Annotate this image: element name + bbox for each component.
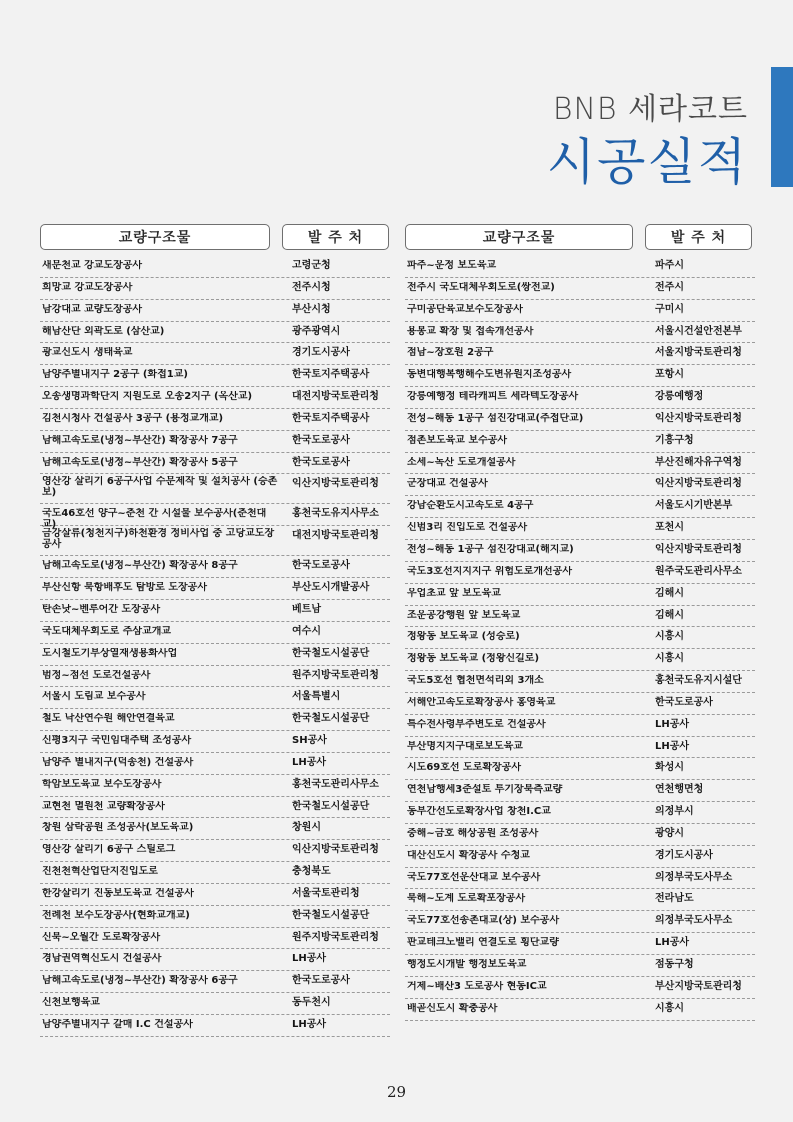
project-name: 해남산단 외곽도로 (삼산교): [42, 325, 165, 337]
client-name: 시흥시: [655, 653, 684, 665]
table-row: [40, 453, 390, 475]
table-row: [40, 928, 390, 950]
project-name: 서울시 도림교 보수공사: [42, 691, 146, 703]
client-name: 김해시: [655, 609, 684, 621]
table-row: [40, 622, 390, 644]
project-name: 특수전사령부주변도로 건설공사: [407, 718, 546, 730]
client-name: 익산지방국토관리청: [655, 412, 742, 424]
client-name: 베트남: [292, 603, 321, 615]
project-name: 창원 삼락공원 조성공사(보도육교): [42, 822, 194, 834]
client-name: 익산지방국토관리청: [655, 478, 742, 490]
client-name: 포천시: [655, 522, 684, 534]
client-name: 전주시청: [292, 281, 331, 293]
project-name: 탄손낫~벤루어간 도장공사: [42, 603, 161, 615]
table-row: [405, 496, 755, 518]
client-name: 한국도로공사: [292, 560, 350, 572]
table-row: [405, 431, 755, 453]
project-name: 남해고속도로(냉정~부산간) 확장공사 8공구: [42, 560, 238, 572]
project-name: 신천보행육교: [42, 997, 100, 1009]
client-name: 연천행면청: [655, 784, 704, 796]
table-row: [40, 753, 390, 775]
project-name: 파주~운정 보도육교: [407, 260, 497, 271]
client-name: 익산지방국토관리청: [655, 543, 742, 555]
table-row: [405, 278, 755, 300]
project-name: 남양주별내지구 2공구 (화접1교): [42, 369, 188, 381]
table-row: [405, 802, 755, 824]
client-name: 원주국도관리사무소: [655, 565, 742, 577]
client-name: 한국토지주택공사: [292, 369, 370, 381]
client-name: 경기도시공사: [655, 849, 713, 861]
project-name: 남해고속도로(냉정~부산간) 확장공사 5공구: [42, 456, 238, 468]
project-name: 소세~녹산 도로개설공사: [407, 456, 516, 468]
client-name: SH공사: [292, 735, 327, 747]
client-name: 부산도시개발공사: [292, 582, 370, 594]
client-name: LH공사: [655, 937, 690, 949]
client-name: 경기도시공사: [292, 347, 350, 359]
project-name: 국도5호선 협천면석리외 3개소: [407, 675, 544, 687]
brand-name: BNB 세라코트: [552, 92, 748, 127]
project-name: 철도 낙산연수원 해안연결육교: [42, 713, 175, 725]
left-client-header: 발 주 처: [282, 224, 389, 250]
table-row: [405, 474, 755, 496]
client-name: 서울국토관리청: [292, 887, 360, 899]
project-name: 거제~배산3 도로공사 현동IC교: [407, 980, 547, 992]
table-row: [405, 343, 755, 365]
project-name: 영산강 살리기 6공구 스틸로그: [42, 844, 176, 856]
client-name: 원주지방국토관리청: [292, 931, 379, 943]
table-row: [405, 846, 755, 868]
project-name: 신범3리 진입도로 건설공사: [407, 522, 528, 534]
table-row: [40, 906, 390, 928]
accent-tab: [771, 67, 793, 187]
project-name: 남해고속도로(냉정~부산간) 확장공사 7공구: [42, 434, 238, 446]
table-row: [40, 600, 390, 622]
project-name: 부산명지지구대로보도육교: [407, 740, 523, 752]
table-row: [40, 818, 390, 840]
client-name: 점동구청: [655, 959, 694, 970]
client-name: 한국철도시설공단: [292, 713, 370, 725]
client-name: 의정부국도사무소: [655, 915, 733, 927]
table-row: [405, 715, 755, 737]
table-row: [405, 889, 755, 911]
client-name: 한국철도시설공단: [292, 800, 370, 812]
client-name: 포항시: [655, 369, 684, 381]
client-name: LH공사: [292, 953, 327, 965]
client-name: 대전지방국토관리청: [292, 530, 379, 542]
table-row: [405, 584, 755, 606]
project-name: 진천천혁산업단지진입도로: [42, 866, 158, 878]
client-name: 부산진해자유구역청: [655, 456, 742, 468]
table-row: [40, 322, 390, 344]
left-title-header: 교량구조물: [40, 224, 270, 250]
client-name: 한국철도시설공단: [292, 647, 370, 659]
table-row: [405, 758, 755, 780]
table-row: [405, 999, 755, 1021]
table-row: [40, 526, 390, 556]
client-name: LH공사: [655, 718, 690, 730]
table-row: [40, 504, 390, 531]
table-row: [405, 737, 755, 759]
client-name: 익산지방국토관리청: [292, 844, 379, 856]
project-name: 국도77호선운산대교 보수공사: [407, 871, 541, 883]
project-name: 신평3지구 국민임대주택 조성공사: [42, 735, 192, 747]
client-name: 광주광역시: [292, 325, 341, 337]
table-row: [405, 977, 755, 999]
project-name: 전주시 국도대체우회도로(쌍전교): [407, 281, 555, 293]
client-name: 전라남도: [655, 893, 694, 905]
client-name: 익산지방국토관리청: [292, 478, 379, 490]
project-name: 행정도시개발 행정보도육교: [407, 959, 527, 970]
page-title: 시공실적: [546, 133, 748, 191]
table-row: [405, 540, 755, 562]
project-name: 김천시청사 건설공사 3공구 (용정교개교): [42, 412, 224, 424]
client-name: 의정부시: [655, 806, 694, 818]
table-row: [40, 949, 390, 971]
table-row: [40, 300, 390, 322]
project-name: 국도77호선송촌대교(상) 보수공사: [407, 915, 560, 927]
table-row: [40, 731, 390, 753]
project-name: 도시철도기부상열재생용화사업: [42, 647, 178, 659]
client-name: LH공사: [292, 756, 327, 768]
client-name: 기흥구청: [655, 434, 694, 446]
table-row: [405, 955, 755, 977]
client-name: 강릉예행정: [655, 391, 704, 403]
page-number: 29: [386, 1083, 407, 1101]
project-name: 강릉예행정 테라캐피트 세라텍도장공사: [407, 391, 579, 403]
client-name: 부산시청: [292, 303, 331, 315]
project-name: 경남권역혁신도시 건설공사: [42, 953, 162, 965]
project-name: 교현천 멸원천 교량확장공사: [42, 800, 165, 812]
table-row: [40, 578, 390, 600]
right-client-header: 발 주 처: [645, 224, 752, 250]
project-name: 동부간선도로확장사업 창천I.C교: [407, 806, 551, 818]
project-name: 구미공단육교보수도장공사: [407, 303, 523, 315]
client-name: 한국철도시설공단: [292, 909, 370, 921]
table-row: [405, 322, 755, 344]
table-row: [40, 884, 390, 906]
table-row: [40, 840, 390, 862]
project-name: 국도대체우회도로 주삼교개교: [42, 625, 172, 637]
client-name: 대전지방국토관리청: [292, 391, 379, 403]
client-name: 홍천국도관리사무소: [292, 778, 379, 790]
table-row: [405, 933, 755, 955]
project-name: 대산신도시 확장공사 수청교: [407, 849, 530, 861]
table-row: [40, 775, 390, 797]
table-row: [405, 409, 755, 431]
project-name: 시도69호선 도로확장공사: [407, 762, 521, 774]
table-row: [405, 300, 755, 322]
client-name: 전주시: [655, 281, 684, 293]
table-row: [40, 862, 390, 884]
client-name: 파주시: [655, 260, 684, 271]
project-name: 오송생명과학단지 지원도로 오송2지구 (옥산교): [42, 391, 253, 403]
client-name: 홍천국도유지사무소: [292, 508, 379, 520]
project-name: 정왕동 보도육교 (성승로): [407, 631, 520, 643]
project-name: 금강살류(청천지구)하천환경 정비사업 중 고당교도장공사: [42, 528, 275, 551]
project-name: 희망교 강교도장공사: [42, 281, 133, 293]
client-name: 동두천시: [292, 997, 331, 1009]
client-name: 한국도로공사: [292, 456, 350, 468]
client-name: 부산지방국토관리청: [655, 980, 742, 992]
table-row: [40, 709, 390, 731]
table-row: [405, 627, 755, 649]
project-name: 신북~오월간 도로확장공사: [42, 931, 161, 943]
table-row: [405, 911, 755, 933]
project-name: 범정~점선 도로건설공사: [42, 669, 151, 681]
right-title-header: 교량구조물: [405, 224, 633, 250]
project-name: 영산강 살리기 6공구사업 수문제작 및 설치공사 (승촌보): [42, 476, 278, 499]
table-row: [405, 649, 755, 671]
project-name: 국도46호선 양구~춘천 간 시설물 보수공사(춘천대교): [42, 508, 267, 531]
table-row: [40, 365, 390, 387]
table-row: [40, 278, 390, 300]
client-name: 여수시: [292, 625, 321, 637]
client-name: 서울시건설안전본부: [655, 325, 742, 337]
table-row: [405, 606, 755, 628]
table-row: [40, 409, 390, 431]
project-name: 점남~장호원 2공구: [407, 347, 494, 359]
client-name: LH공사: [655, 740, 690, 752]
project-name: 부산신항 북항배후도 탐방로 도장공사: [42, 582, 208, 594]
project-name: 광교신도시 생태육교: [42, 347, 133, 359]
table-row: [40, 687, 390, 709]
project-name: 전성~해동 1공구 섬진강대교(주접단교): [407, 412, 584, 424]
table-row: [405, 780, 755, 802]
project-name: 서해안고속도로확장공사 홍영육교: [407, 696, 556, 708]
project-name: 남양주 별내지구(덕송천) 건설공사: [42, 756, 194, 768]
project-name: 군장대교 건설공사: [407, 478, 488, 490]
left-project-list: [40, 256, 390, 1037]
table-row: [405, 671, 755, 693]
project-name: 학암보도육교 보수도장공사: [42, 778, 162, 790]
table-row: [405, 693, 755, 715]
table-row: [405, 824, 755, 846]
table-row: [405, 868, 755, 890]
project-name: 조운공강행원 앞 보도육교: [407, 609, 521, 621]
project-name: 우업초교 앞 보도육교: [407, 587, 501, 599]
table-row: [40, 387, 390, 409]
client-name: 광양시: [655, 827, 684, 839]
project-name: 판교테크노밸리 연결도로 횡단교량: [407, 937, 559, 949]
project-name: 연천남행세3준설토 투기장북측교량: [407, 784, 563, 796]
project-name: 전례천 보수도장공사(현화교개교): [42, 909, 190, 921]
project-name: 배곧신도시 확충공사: [407, 1002, 498, 1014]
table-row: [405, 256, 755, 278]
project-name: 동변대행복행해수도변유원지조성공사: [407, 369, 572, 381]
project-name: 새문천교 강교도장공사: [42, 260, 143, 271]
client-name: 고령군청: [292, 260, 331, 271]
client-name: 의정부국도사무소: [655, 871, 733, 883]
client-name: 한국도로공사: [292, 975, 350, 987]
table-row: [405, 562, 755, 584]
project-name: 강남순환도시고속도로 4공구: [407, 500, 534, 512]
project-name: 북해~도계 도로확포장공사: [407, 893, 526, 905]
client-name: 한국도로공사: [655, 696, 713, 708]
client-name: 충청북도: [292, 866, 331, 878]
table-row: [405, 518, 755, 540]
project-name: 남해고속도로(냉정~부산간) 확장공사 6공구: [42, 975, 238, 987]
client-name: 원주지방국토관리청: [292, 669, 379, 681]
client-name: 김해시: [655, 587, 684, 599]
client-name: 한국도로공사: [292, 434, 350, 446]
table-row: [40, 431, 390, 453]
table-row: [40, 797, 390, 819]
client-name: 한국토지주택공사: [292, 412, 370, 424]
client-name: 화성시: [655, 762, 684, 774]
table-row: [40, 644, 390, 666]
table-row: [40, 971, 390, 993]
client-name: 시흥시: [655, 631, 684, 643]
client-name: 서울특별시: [292, 691, 341, 703]
project-name: 점촌보도육교 보수공사: [407, 434, 508, 446]
project-name: 정왕동 보도육교 (정왕신길로): [407, 653, 540, 665]
table-row: [405, 365, 755, 387]
project-name: 용봉교 확장 및 접속개선공사: [407, 325, 534, 337]
table-row: [40, 256, 390, 278]
project-name: 중해~금호 해상공원 조성공사: [407, 827, 539, 839]
right-project-list: [405, 256, 755, 1021]
client-name: 서울도시기반본부: [655, 500, 733, 512]
project-name: 남강대교 교량도장공사: [42, 303, 143, 315]
table-row: [40, 474, 390, 504]
project-name: 남양주별내지구 갈매 I.C 건설공사: [42, 1019, 193, 1030]
table-row: [40, 993, 390, 1015]
project-name: 전성~해동 1공구 섬진강대교(해지교): [407, 543, 574, 555]
table-row: [40, 343, 390, 365]
client-name: 구미시: [655, 303, 684, 315]
client-name: 홍천국도유지시설단: [655, 675, 742, 687]
table-row: [40, 1015, 390, 1037]
table-row: [40, 556, 390, 578]
client-name: 시흥시: [655, 1002, 684, 1014]
table-row: [40, 666, 390, 688]
table-row: [405, 453, 755, 475]
table-row: [405, 387, 755, 409]
project-name: 한강살리기 진동보도육교 건설공사: [42, 887, 194, 899]
client-name: LH공사: [292, 1019, 327, 1030]
project-name: 국도3호선지지지구 위험도로개선공사: [407, 565, 572, 577]
client-name: 창원시: [292, 822, 321, 834]
client-name: 서울지방국토관리청: [655, 347, 742, 359]
